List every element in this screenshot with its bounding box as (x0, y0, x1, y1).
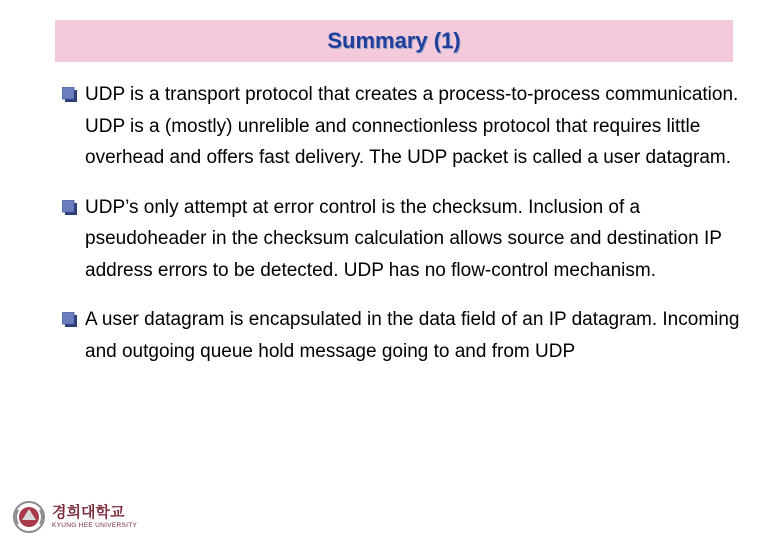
bullet-text: UDP is a transport protocol that creates a process-to-process communication. UDP is a (mostly) unrelible and connectionless protocol that requires little overhead and offers fast delivery. The UDP packet is called a user datagram. (85, 84, 739, 168)
bullet-item (62, 192, 742, 287)
university-logo (12, 500, 152, 534)
checkbox-bullet-icon (62, 87, 77, 102)
logo-name-korean: 경희대학교 (52, 503, 125, 521)
bullet-text: UDP’s only attempt at error control is the checksum. Inclusion of a pseudoheader in the checksum calculation allows source and destination IP address errors to be detected. UDP has no flow-control mechanism. (85, 196, 722, 281)
checkbox-bullet-icon (62, 200, 77, 215)
bullet-text: A user datagram is encapsulated in the data field of an IP datagram. Incoming and outgoing queue hold message going to and from UDP (85, 309, 740, 362)
bullet-item (62, 79, 742, 174)
slide-title: Summary (1) (327, 28, 461, 53)
checkbox-bullet-icon (62, 312, 77, 327)
logo-text (52, 504, 137, 530)
bullet-list (62, 79, 742, 385)
logo-name-english: KYUNG HEE UNIVERSITY (52, 522, 138, 529)
title-bar (55, 20, 733, 62)
university-seal-icon (12, 500, 46, 534)
bullet-item (62, 304, 742, 367)
